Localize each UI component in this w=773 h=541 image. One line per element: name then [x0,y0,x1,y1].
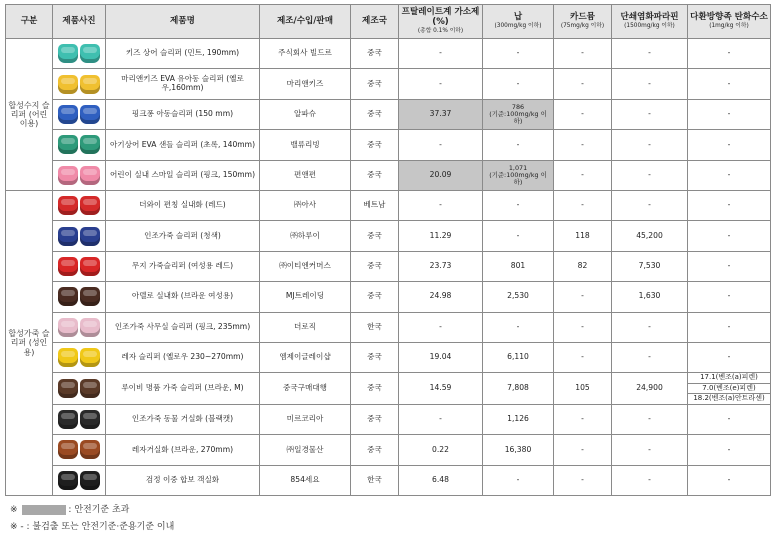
pah-value: - [688,69,771,99]
pah-value: - [688,282,771,312]
slipper-image [58,227,78,246]
lead-value: - [483,465,554,495]
maker: 밸류리빙 [260,130,351,160]
slipper-image [80,410,100,429]
product-photo [53,465,106,495]
pah-item: 18.2(벤조(a)안트라센) [693,394,765,403]
cadmium-value: - [554,99,612,129]
cadmium-value: - [554,160,612,190]
sccp-value: - [612,435,688,465]
slipper-image [80,196,100,215]
cadmium-value: - [554,342,612,372]
col-maker: 제조/수입/판매 [260,5,351,39]
country: 베트남 [351,190,399,220]
table-row [6,373,771,405]
product-name: 인조가죽 동물 거실화 (블랙캣) [106,404,260,434]
pah-item: 7.0(벤조(e)피렌) [688,384,770,395]
table-row [6,465,771,495]
table-row [6,160,771,190]
slipper-image [58,166,78,185]
table-row [6,39,771,69]
sccp-value: 45,200 [612,221,688,251]
header-row [6,5,771,39]
table-row [6,282,771,312]
lead-value: - [483,221,554,251]
maker: 알파슈 [260,99,351,129]
slipper-image [80,257,100,276]
slipper-image [58,348,78,367]
slipper-image [80,135,100,154]
phthalate-value: - [399,69,483,99]
pah-value: - [688,435,771,465]
group-kids: 합성수지 슬리퍼 (어린이용) [6,39,53,191]
country: 중국 [351,69,399,99]
cadmium-value: - [554,190,612,220]
phthalate-value: 24.98 [399,282,483,312]
sccp-value: 24,900 [612,373,688,405]
cadmium-value: - [554,130,612,160]
pah-value: - [688,160,771,190]
shade-legend: ※ : 안전기준 초과 [10,505,130,515]
col-sccp: 단쇄염화파라핀 (1500mg/kg 이하) [612,5,688,39]
lead-value: 7,808 [483,373,554,405]
maker: MJ트레이딩 [260,282,351,312]
lead-value: 786 (기준:100mg/kg 이하) [483,99,554,129]
cadmium-value: 118 [554,221,612,251]
product-photo [53,251,106,281]
phthalate-value: - [399,130,483,160]
slipper-image [80,227,100,246]
product-name: 루이비 명품 가죽 슬리퍼 (브라운, M) [106,373,260,405]
phthalate-value: 6.48 [399,465,483,495]
sccp-value: - [612,404,688,434]
product-photo [53,312,106,342]
product-name: 아델로 실내화 (브라운 여성용) [106,282,260,312]
table-row [6,342,771,372]
col-phthalate: 프탈레이트계 가소제(%) (총합 0.1% 이하) [399,5,483,39]
phthalate-value: 0.22 [399,435,483,465]
col-name: 제품명 [106,5,260,39]
product-photo [53,342,106,372]
table-row [6,69,771,99]
product-photo [53,39,106,69]
country: 중국 [351,342,399,372]
lead-value: 16,380 [483,435,554,465]
cadmium-value: - [554,282,612,312]
slipper-image [80,166,100,185]
product-photo [53,99,106,129]
pah-value: - [688,190,771,220]
product-name: 레자거실화 (브라운, 270mm) [106,435,260,465]
slipper-image [58,410,78,429]
table-row [6,221,771,251]
lead-value: - [483,39,554,69]
country: 중국 [351,373,399,405]
pah-value: - [688,221,771,251]
pah-value: - [688,251,771,281]
table-row [6,312,771,342]
phthalate-value: 11.29 [399,221,483,251]
sccp-value: - [612,160,688,190]
country: 중국 [351,251,399,281]
lead-value: - [483,69,554,99]
slipper-image [58,440,78,459]
sccp-value: - [612,465,688,495]
slipper-image [58,75,78,94]
maker: ㈜하루이 [260,221,351,251]
footnotes [10,502,174,536]
product-name: 키즈 상어 슬리퍼 (민트, 190mm) [106,39,260,69]
product-name: 마리앤키즈 EVA 유아동 슬리퍼 (옐로우,160mm) [106,69,260,99]
col-photo: 제품사진 [53,5,106,39]
phthalate-value: 20.09 [399,160,483,190]
table-row [6,190,771,220]
table-row [6,251,771,281]
product-photo [53,69,106,99]
maker: 마리앤키즈 [260,69,351,99]
product-photo [53,221,106,251]
sccp-value: - [612,99,688,129]
slipper-image [58,105,78,124]
slipper-image [80,318,100,337]
maker: 854세요 [260,465,351,495]
product-photo [53,404,106,434]
product-photo [53,130,106,160]
slipper-image [58,471,78,490]
maker: 중국구매대행 [260,373,351,405]
slipper-image [80,348,100,367]
phthalate-value: - [399,190,483,220]
lead-value: 2,530 [483,282,554,312]
sccp-value: - [612,312,688,342]
sccp-value: - [612,39,688,69]
product-name: 핑크퐁 아동슬리퍼 (150 mm) [106,99,260,129]
maker: ㈜일경물산 [260,435,351,465]
pah-value: - [688,130,771,160]
country: 한국 [351,465,399,495]
country: 한국 [351,312,399,342]
maker: 엠제이글레이샵 [260,342,351,372]
phthalate-value: 37.37 [399,99,483,129]
slipper-image [58,196,78,215]
pah-value: - [688,39,771,69]
product-photo [53,373,106,405]
col-lead: 납 (300mg/kg 이하) [483,5,554,39]
phthalate-value: 19.04 [399,342,483,372]
pah-value: - [688,465,771,495]
product-photo [53,435,106,465]
lead-value: - [483,130,554,160]
slipper-image [58,257,78,276]
pah-value: - [688,342,771,372]
table-row [6,99,771,129]
pah-value: - [688,312,771,342]
product-photo [53,282,106,312]
col-cadmium: 카드뮴 (75mg/kg 이하) [554,5,612,39]
slipper-image [80,471,100,490]
sccp-value: - [612,130,688,160]
cadmium-value: - [554,69,612,99]
product-name: 어린이 실내 스마일 슬리퍼 (핑크, 150mm) [106,160,260,190]
country: 중국 [351,435,399,465]
lead-value: - [483,312,554,342]
table-row [6,404,771,434]
phthalate-value: - [399,404,483,434]
sccp-value: 1,630 [612,282,688,312]
lead-value: 1,126 [483,404,554,434]
product-name: 검정 이중 합보 객실화 [106,465,260,495]
product-name: 더와이 편칭 실내화 (레드) [106,190,260,220]
maker: ㈜이티엔커머스 [260,251,351,281]
maker: 미르코리아 [260,404,351,434]
table-row [6,130,771,160]
slipper-image [58,318,78,337]
country: 중국 [351,160,399,190]
sccp-value: - [612,190,688,220]
cadmium-value: 82 [554,251,612,281]
product-name: 인조가죽 사무실 슬리퍼 (핑크, 235mm) [106,312,260,342]
col-country: 제조국 [351,5,399,39]
cadmium-value: - [554,465,612,495]
col-category: 구분 [6,5,53,39]
cadmium-value: - [554,312,612,342]
slipper-image [80,105,100,124]
country: 중국 [351,130,399,160]
table-row [6,435,771,465]
sccp-value: 7,530 [612,251,688,281]
results-table [5,4,771,496]
slipper-image [58,287,78,306]
pah-value: - [688,404,771,434]
maker: 더로직 [260,312,351,342]
lead-value: 6,110 [483,342,554,372]
product-name: 아기상어 EVA 샌들 슬리퍼 (초록, 140mm) [106,130,260,160]
cadmium-value: - [554,435,612,465]
slipper-image [58,379,78,398]
slipper-image [80,379,100,398]
pah-value [688,373,771,405]
maker: 주식회사 빌드르 [260,39,351,69]
lead-value: 801 [483,251,554,281]
country: 중국 [351,404,399,434]
slipper-image [58,44,78,63]
col-pah: 다환방향족 탄화수소 (1mg/kg 이하) [688,5,771,39]
slipper-image [80,440,100,459]
lead-value: - [483,190,554,220]
cadmium-value: 105 [554,373,612,405]
product-name: 무지 가죽슬리퍼 (여성용 레드) [106,251,260,281]
pah-item: 17.1(벤조(a)피렌) [688,373,770,384]
dash-legend: ※ - : 불검출 또는 안전기준·준용기준 이내 [10,522,175,532]
slipper-image [80,287,100,306]
slipper-image [58,135,78,154]
pah-value: - [688,99,771,129]
group-adult: 합성가죽 슬리퍼 (성인용) [6,190,53,495]
phthalate-value: 14.59 [399,373,483,405]
country: 중국 [351,221,399,251]
shade-swatch [22,505,66,515]
product-photo [53,160,106,190]
maker: 편앤편 [260,160,351,190]
country: 중국 [351,39,399,69]
product-photo [53,190,106,220]
slipper-image [80,75,100,94]
sccp-value: - [612,342,688,372]
lead-value: 1,071 (기준:100mg/kg 이하) [483,160,554,190]
slipper-image [80,44,100,63]
cadmium-value: - [554,404,612,434]
maker: ㈜아사 [260,190,351,220]
product-name: 레자 슬리퍼 (옐로우 230~270mm) [106,342,260,372]
phthalate-value: 23.73 [399,251,483,281]
cadmium-value: - [554,39,612,69]
country: 중국 [351,282,399,312]
product-name: 인조가죽 슬리퍼 (청색) [106,221,260,251]
phthalate-value: - [399,39,483,69]
sccp-value: - [612,69,688,99]
phthalate-value: - [399,312,483,342]
results-table-container [5,4,770,496]
country: 중국 [351,99,399,129]
table-body [6,39,771,496]
